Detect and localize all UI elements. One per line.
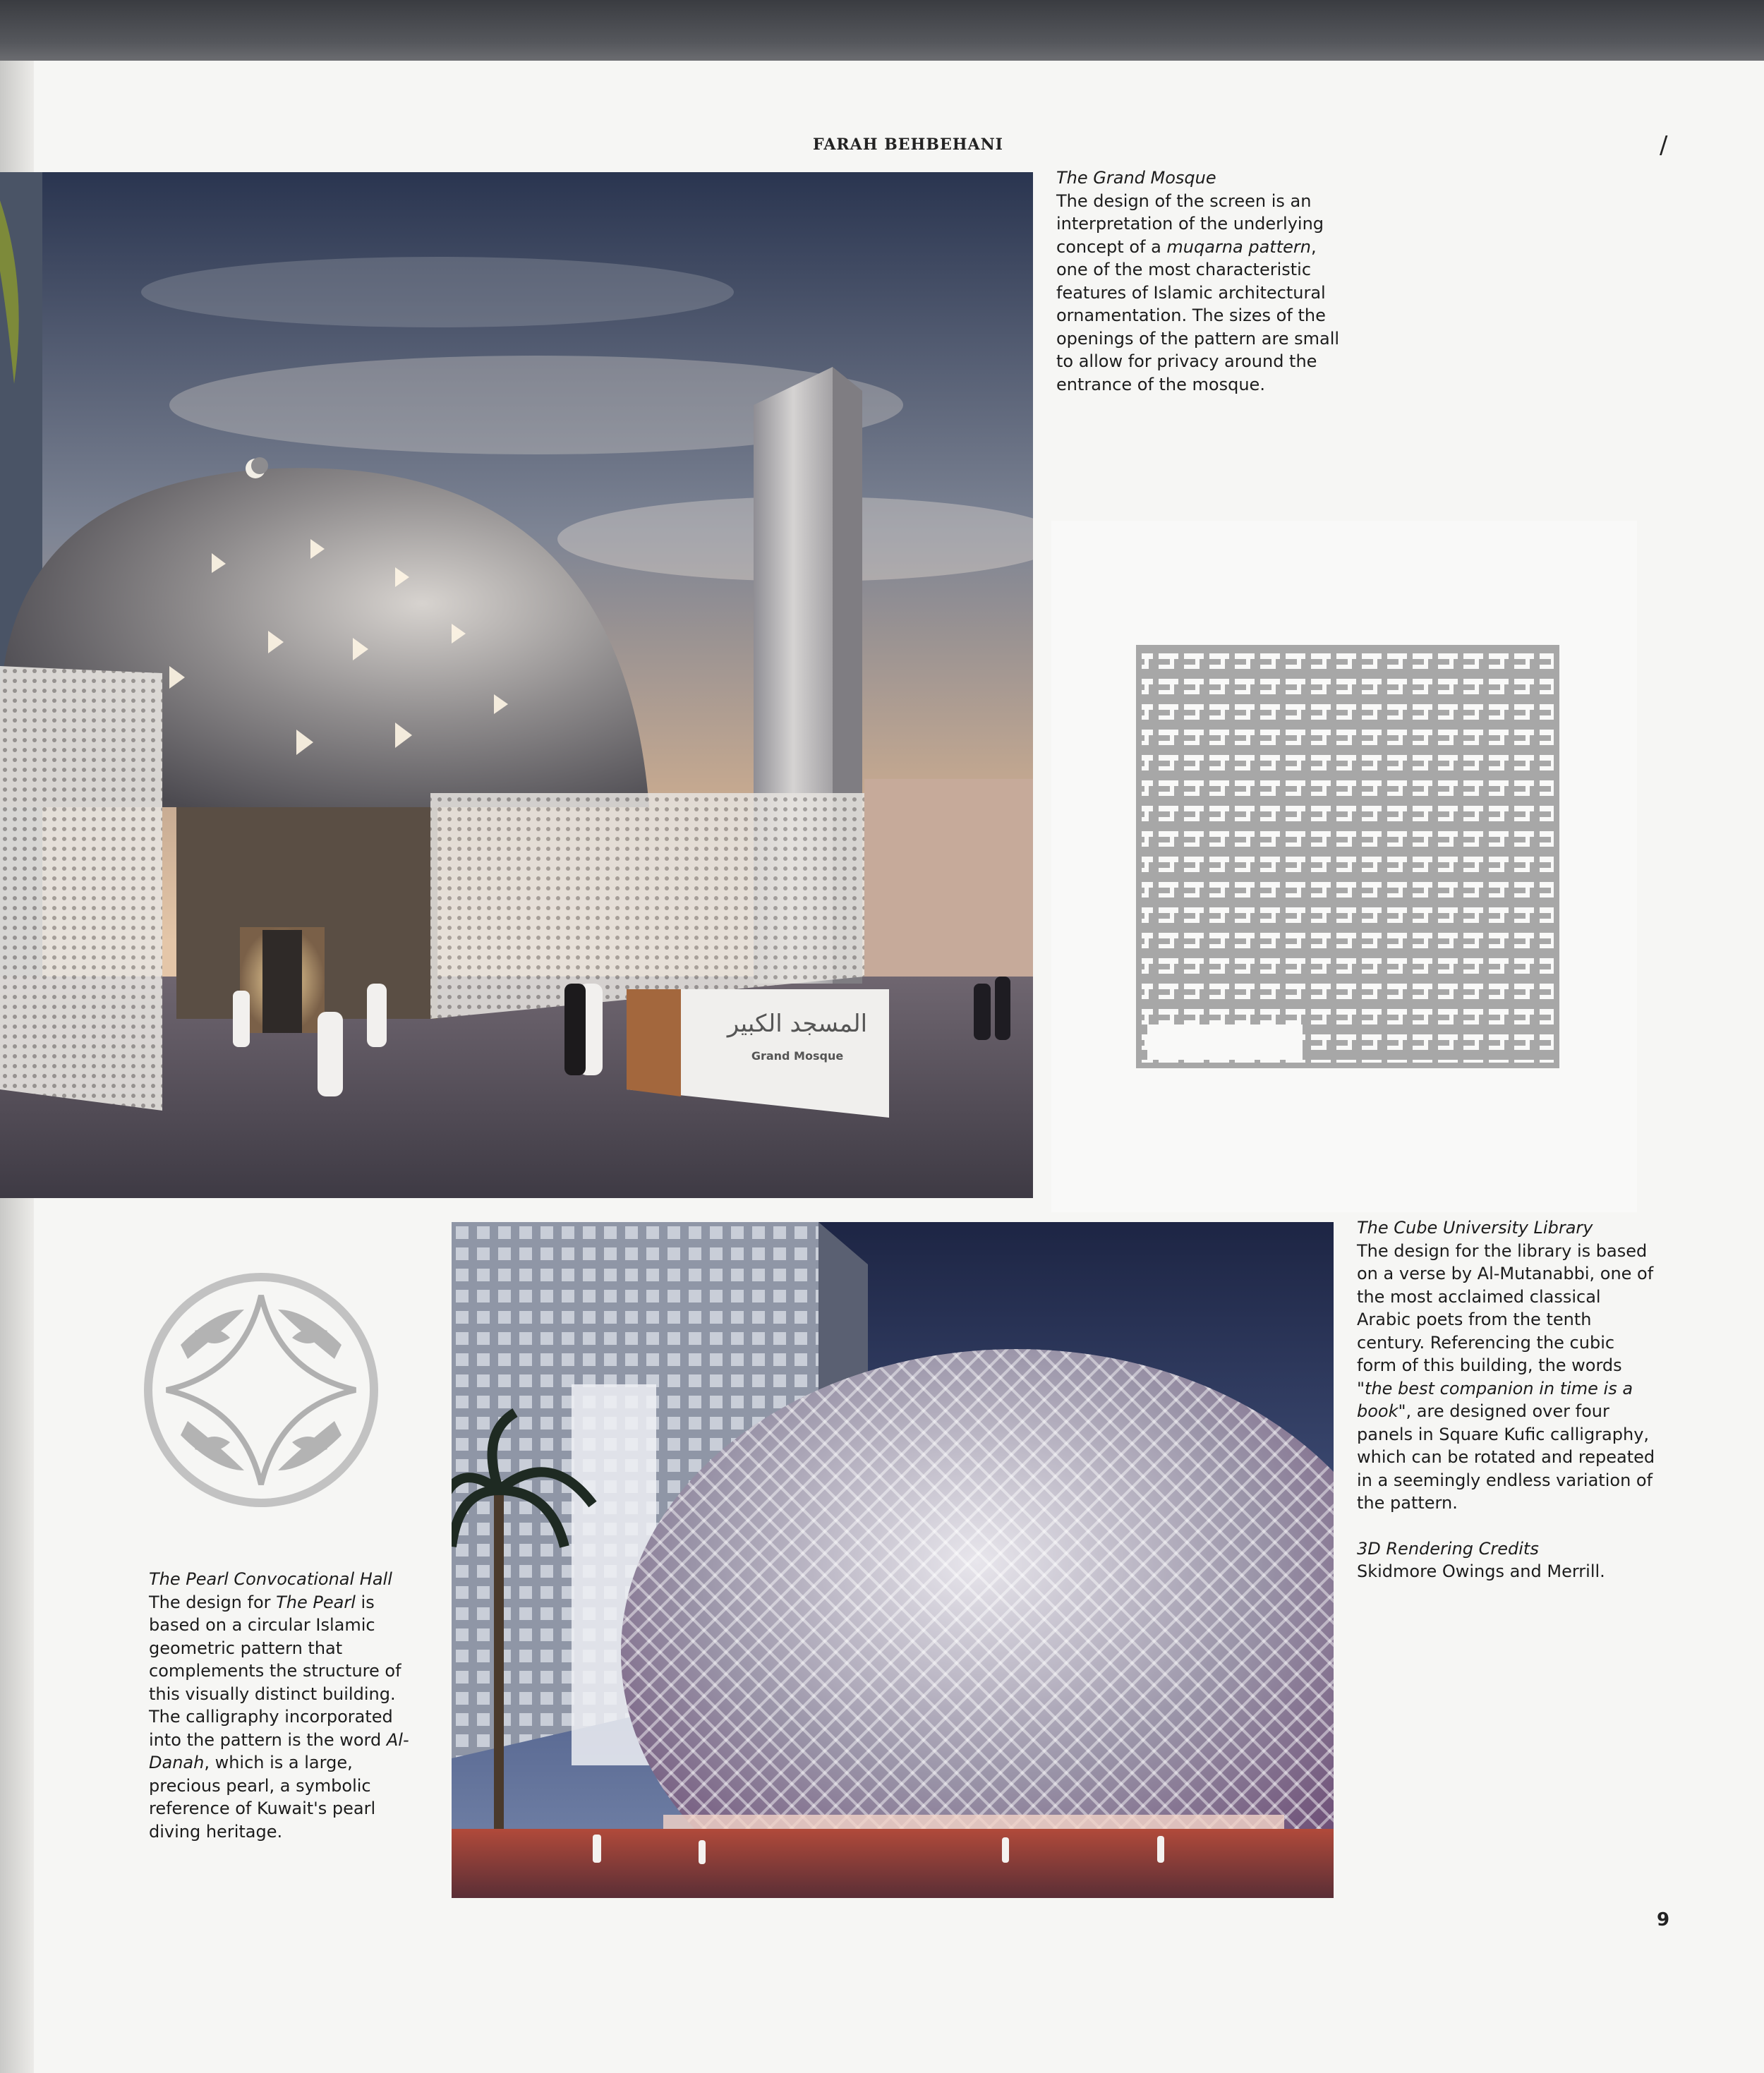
grand-mosque-image [0, 172, 1033, 1198]
grand-mosque-caption [1056, 167, 1346, 396]
square-kufic-pattern [1051, 521, 1637, 1212]
pearl-hall-image [452, 1222, 1334, 1898]
cube-library-caption [1357, 1216, 1657, 1583]
pearl-caption-body: The design for The Pearl is based on a circular Islamic geometric pattern that complements the structure of this visually distinct building. The calligraphy incorporated into the pattern is the word Al-Danah, which is a large, precious pearl, a symbolic reference of Kuwait's pearl diving heritage. [149, 1592, 409, 1842]
cube-library-caption-title: The Cube University Library [1357, 1218, 1593, 1238]
al-danah-calligraphy-pattern [138, 1267, 384, 1513]
pearl-hall-rendering [452, 1222, 1334, 1898]
sign-arabic-text: المسجد الكبير [727, 1010, 868, 1038]
corner-mark: / [1660, 131, 1668, 159]
scan-top-edge [0, 0, 1764, 61]
rendering-credits-name: Skidmore Owings and Merrill. [1357, 1561, 1605, 1581]
cube-library-caption-body: The design for the library is based on a verse by Al-Mutanabbi, one of the most acclaimed classical Arabic poets from the tenth century. Referencing the cubic form of this building, the words "the best companion in time is a book", are designed over four panels in Square Kufic calligraphy, which can be rotated and repeated in a seemingly endless variation of the pattern. [1357, 1240, 1655, 1513]
grand-mosque-caption-body: The design of the screen is an interpretation of the underlying concept of a muqarna pattern, one of the most characteristic features of Islamic architectural ornamentation. The sizes of the openings of the pattern are small to allow for privacy around the entrance of the mosque. [1056, 191, 1340, 394]
pearl-circular-pattern [138, 1267, 384, 1513]
sign-english-text: Grand Mosque [751, 1049, 844, 1063]
pearl-caption [149, 1568, 425, 1843]
pearl-caption-title: The Pearl Convocational Hall [149, 1569, 392, 1589]
page-number: 9 [1657, 1909, 1670, 1930]
rendering-credits-title: 3D Rendering Credits [1357, 1538, 1539, 1559]
running-head: FARAH BEHBEHANI [813, 135, 1003, 154]
square-kufic-panel [1051, 521, 1637, 1212]
grand-mosque-rendering [0, 172, 1033, 1198]
grand-mosque-caption-title: The Grand Mosque [1056, 168, 1216, 188]
